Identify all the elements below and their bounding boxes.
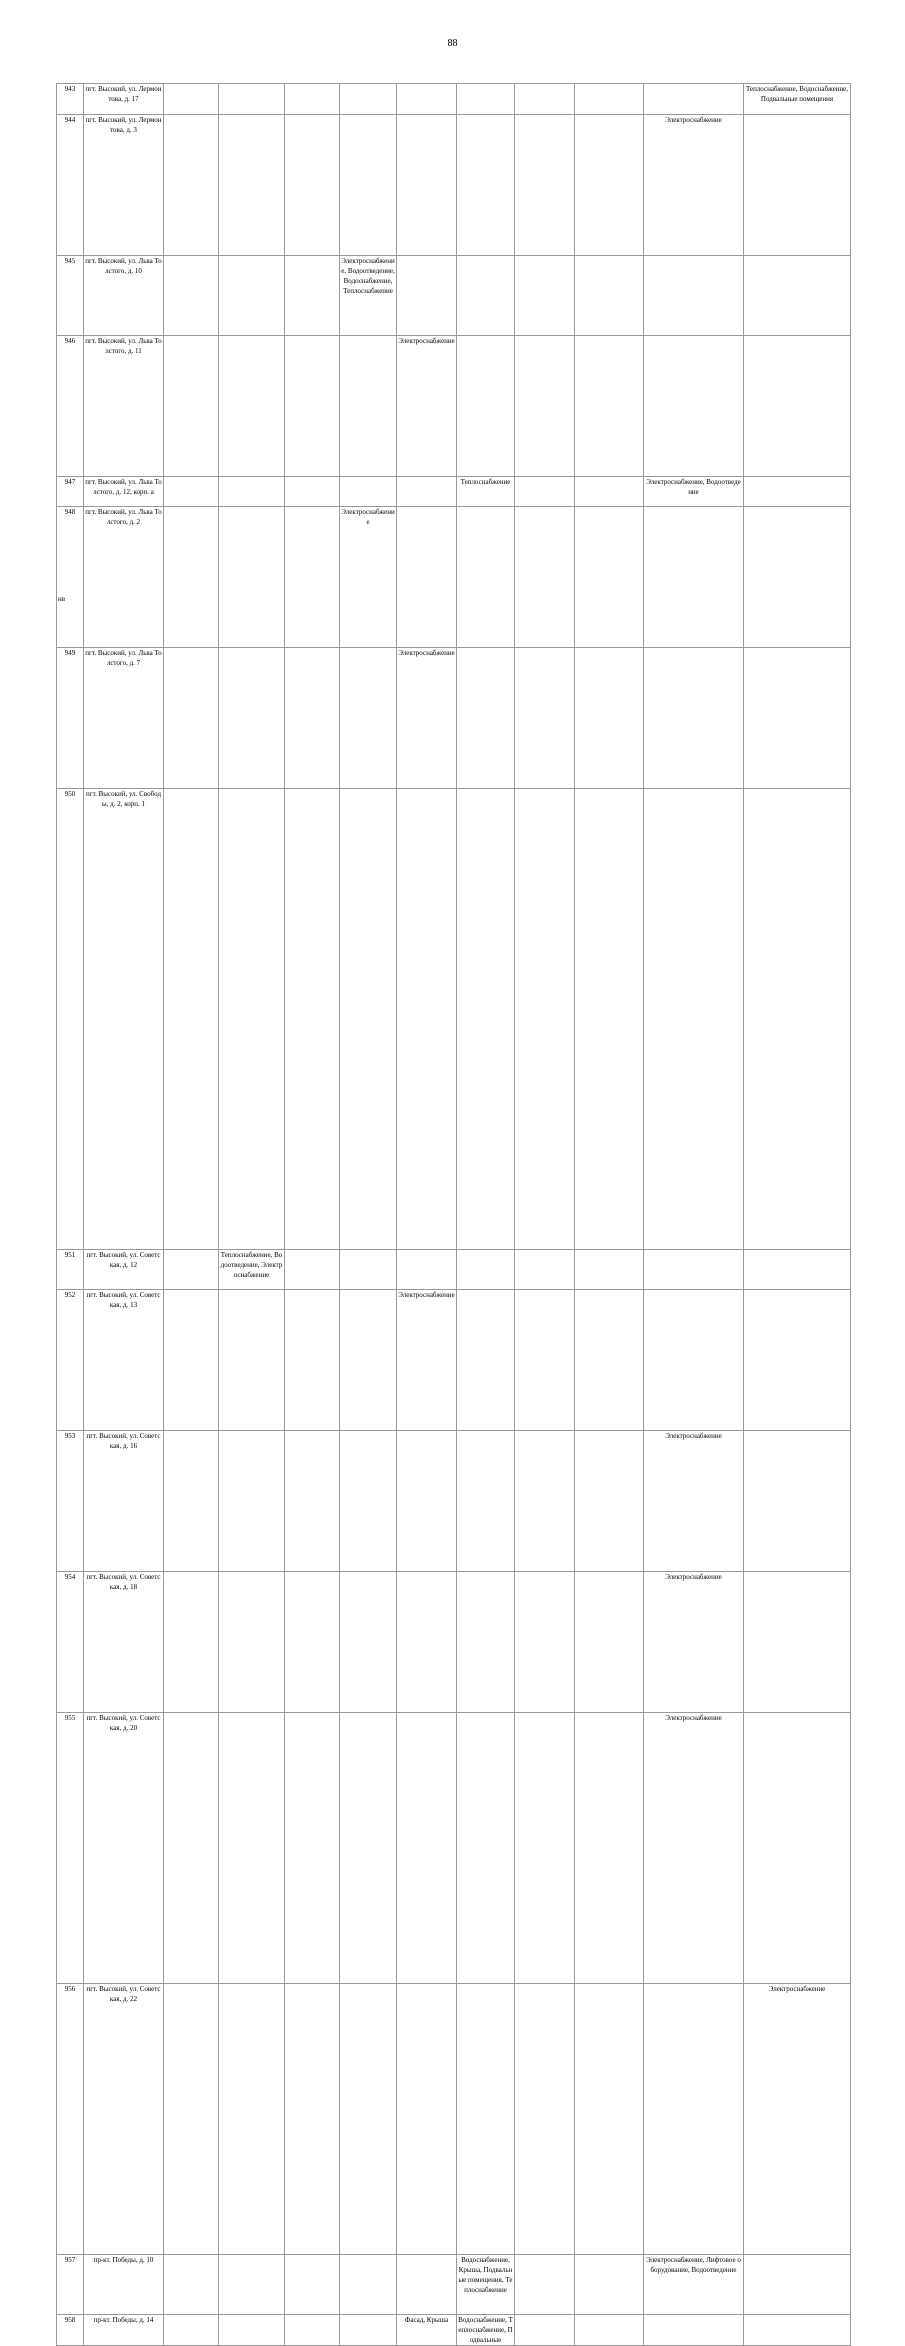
work-cell-col-11: [644, 84, 744, 115]
work-cell-col-7: [397, 1250, 457, 1290]
address-cell: пгт. Высокий, ул. Свободы, д. 2, корп. 1: [84, 789, 164, 1250]
work-cell-col-10: [575, 1713, 644, 1984]
work-cell-col-7: Электроснабжение: [397, 1290, 457, 1431]
table-row: [57, 2315, 851, 2346]
work-cell-col-11: [644, 507, 744, 648]
work-cell-col-4: [219, 789, 285, 1250]
work-cell-col-12: [744, 507, 851, 648]
work-cell-col-5: [285, 1431, 340, 1572]
work-cell-col-7: [397, 1713, 457, 1984]
address-cell: пгт. Высокий, ул. Льва Толстого, д. 2: [84, 507, 164, 648]
page-number: 88: [447, 38, 458, 49]
row-number: 945: [57, 256, 84, 336]
work-cell-col-10: [575, 256, 644, 336]
work-cell-col-8: [457, 1290, 515, 1431]
work-cell-col-3: [164, 84, 219, 115]
work-cell-col-5: [285, 336, 340, 477]
work-cell-col-6: [340, 2255, 397, 2315]
work-cell-col-4: [219, 1984, 285, 2255]
work-cell-col-6: [340, 1290, 397, 1431]
work-cell-col-3: [164, 256, 219, 336]
work-cell-col-9: [515, 477, 575, 507]
table-row: [57, 1713, 851, 1984]
address-cell: пгт. Высокий, ул. Советская, д. 12: [84, 1250, 164, 1290]
row-number: 958: [57, 2315, 84, 2346]
work-cell-col-3: [164, 2255, 219, 2315]
work-cell-col-7: [397, 2255, 457, 2315]
work-cell-col-9: [515, 115, 575, 256]
work-cell-col-5: [285, 477, 340, 507]
work-cell-col-4: [219, 84, 285, 115]
work-cell-col-12: Теплоснабжение, Водоснабжение, Подвальные помещения: [744, 84, 851, 115]
address-cell: пгт. Высокий, ул. Советская, д. 18: [84, 1572, 164, 1713]
work-cell-col-11: Электроснабжение, Водоотведение: [644, 477, 744, 507]
work-cell-col-7: [397, 256, 457, 336]
table-row: [57, 1290, 851, 1431]
work-cell-col-6: [340, 477, 397, 507]
work-cell-col-5: [285, 1250, 340, 1290]
work-cell-col-12: [744, 789, 851, 1250]
work-cell-col-5: [285, 2315, 340, 2346]
work-cell-col-4: [219, 1713, 285, 1984]
work-cell-col-5: [285, 1713, 340, 1984]
work-cell-col-5: [285, 84, 340, 115]
work-cell-col-8: Водоснабжение, Крыша, Подвальные помещения, Теплоснабжение: [457, 2255, 515, 2315]
work-cell-col-7: [397, 1572, 457, 1713]
row-number: 951: [57, 1250, 84, 1290]
table-row: [57, 1984, 851, 2255]
row-number: 952: [57, 1290, 84, 1431]
work-cell-col-12: [744, 256, 851, 336]
work-cell-col-6: [340, 789, 397, 1250]
row-number: 950: [57, 789, 84, 1250]
work-cell-col-8: [457, 336, 515, 477]
work-cell-col-12: [744, 477, 851, 507]
work-cell-col-10: [575, 84, 644, 115]
work-cell-col-10: [575, 2315, 644, 2346]
work-cell-col-6: [340, 2315, 397, 2346]
work-cell-col-5: [285, 507, 340, 648]
row-number: 944: [57, 115, 84, 256]
work-cell-col-5: [285, 256, 340, 336]
address-cell: пгт. Высокий, ул. Льва Толстого, д. 11: [84, 336, 164, 477]
work-cell-col-6: [340, 1431, 397, 1572]
work-cell-col-5: [285, 789, 340, 1250]
work-cell-col-3: [164, 507, 219, 648]
row-number: 948: [57, 507, 84, 648]
work-cell-col-9: [515, 507, 575, 648]
work-cell-col-9: [515, 336, 575, 477]
work-cell-col-8: [457, 1250, 515, 1290]
work-cell-col-10: [575, 789, 644, 1250]
work-cell-col-11: [644, 1290, 744, 1431]
work-cell-col-6: Электроснабжение, Водоотведение, Водоснабжение, Теплоснабжение: [340, 256, 397, 336]
work-cell-col-4: [219, 2315, 285, 2346]
address-cell: пгт. Высокий, ул. Лермонтова, д. 17: [84, 84, 164, 115]
work-cell-col-9: [515, 1290, 575, 1431]
work-cell-col-5: [285, 1572, 340, 1713]
work-cell-col-3: [164, 115, 219, 256]
work-cell-col-11: [644, 2315, 744, 2346]
work-cell-col-10: [575, 115, 644, 256]
table-row: [57, 115, 851, 256]
work-cell-col-8: [457, 1984, 515, 2255]
work-cell-col-10: [575, 648, 644, 789]
work-cell-col-6: [340, 115, 397, 256]
row-number: 956: [57, 1984, 84, 2255]
work-cell-col-3: [164, 1984, 219, 2255]
work-cell-col-8: [457, 256, 515, 336]
work-cell-col-12: [744, 648, 851, 789]
work-cell-col-6: [340, 1984, 397, 2255]
work-cell-col-3: [164, 648, 219, 789]
work-cell-col-11: Электроснабжение, Лифтовое оборудование, Водоотведение: [644, 2255, 744, 2315]
work-cell-col-9: [515, 2315, 575, 2346]
row-number: 947: [57, 477, 84, 507]
work-cell-col-3: [164, 336, 219, 477]
work-cell-col-4: [219, 256, 285, 336]
work-cell-col-11: [644, 1984, 744, 2255]
work-cell-col-11: Электроснабжение: [644, 115, 744, 256]
work-cell-col-6: [340, 1713, 397, 1984]
work-cell-col-9: [515, 1713, 575, 1984]
work-cell-col-12: [744, 336, 851, 477]
work-cell-col-8: [457, 789, 515, 1250]
work-cell-col-8: [457, 1431, 515, 1572]
table-row: [57, 648, 851, 789]
table-row: [57, 1572, 851, 1713]
work-cell-col-6: [340, 84, 397, 115]
work-cell-col-9: [515, 1250, 575, 1290]
work-cell-col-10: [575, 1431, 644, 1572]
work-cell-col-8: Водоснабжение, Теплоснабжение, Подвальные: [458, 2316, 513, 2344]
address-cell: пгт. Высокий, ул. Советская, д. 22: [84, 1984, 164, 2255]
work-cell-col-7: Электроснабжение: [397, 648, 457, 789]
work-cell-col-9: [515, 789, 575, 1250]
work-cell-col-6: [340, 1250, 397, 1290]
work-cell-col-10: [575, 1572, 644, 1713]
work-cell-col-8: [457, 1572, 515, 1713]
work-cell-col-11: [644, 256, 744, 336]
work-cell-col-12: [744, 1713, 851, 1984]
table-row: [57, 84, 851, 115]
work-cell-col-4: [219, 336, 285, 477]
footer-mark: нв: [58, 595, 66, 603]
work-cell-col-3: [164, 789, 219, 1250]
work-cell-col-4: [219, 477, 285, 507]
row-number: 953: [57, 1431, 84, 1572]
work-cell-col-12: [744, 1250, 851, 1290]
work-cell-col-4: [219, 648, 285, 789]
work-cell-col-5: [285, 2255, 340, 2315]
work-cell-col-9: [515, 256, 575, 336]
work-cell-col-8: [457, 648, 515, 789]
work-cell-col-9: [515, 2255, 575, 2315]
work-cell-col-3: [164, 1250, 219, 1290]
address-cell: пгт. Высокий, ул. Льва Толстого, д. 7: [84, 648, 164, 789]
work-cell-col-9: [515, 1431, 575, 1572]
work-cell-col-9: [515, 1572, 575, 1713]
work-cell-col-8: [457, 115, 515, 256]
work-cell-col-11: Электроснабжение: [644, 1572, 744, 1713]
table-row: [57, 256, 851, 336]
address-cell: пгт. Высокий, ул. Льва Толстого, д. 10: [84, 256, 164, 336]
table-row: [57, 336, 851, 477]
address-cell: пгт. Высокий, ул. Лермонтова, д. 3: [84, 115, 164, 256]
work-cell-col-12: [744, 1290, 851, 1431]
work-cell-col-7: [397, 507, 457, 648]
work-cell-col-3: [164, 1572, 219, 1713]
work-cell-col-3: [164, 1290, 219, 1431]
address-cell: пгт. Высокий, ул. Советская, д. 16: [84, 1431, 164, 1572]
row-number: 949: [57, 648, 84, 789]
work-cell-col-12: [744, 115, 851, 256]
work-cell-col-9: [515, 1984, 575, 2255]
work-cell-col-12: [744, 2255, 851, 2315]
work-cell-col-10: [575, 477, 644, 507]
table-row: [57, 2255, 851, 2315]
work-cell-col-4: [219, 507, 285, 648]
work-cell-col-6: [340, 1572, 397, 1713]
work-cell-col-11: Электроснабжение: [644, 1713, 744, 1984]
work-cell-col-10: [575, 336, 644, 477]
work-cell-col-12: Электроснабжение: [744, 1984, 851, 2255]
work-cell-col-11: [644, 1250, 744, 1290]
work-cell-col-4: Теплоснабжение, Водоотведение, Электроснабжение: [219, 1250, 285, 1290]
work-cell-col-8: Теплоснабжение: [457, 477, 515, 507]
work-cell-col-11: [644, 648, 744, 789]
work-cell-col-9: [515, 84, 575, 115]
table-row: [57, 1431, 851, 1572]
work-cell-col-5: [285, 115, 340, 256]
works-table: [56, 83, 851, 2346]
work-cell-col-11: Электроснабжение: [644, 1431, 744, 1572]
row-number: 943: [57, 84, 84, 115]
work-cell-col-4: [219, 1431, 285, 1572]
address-cell: пгт. Высокий, ул. Советская, д. 20: [84, 1713, 164, 1984]
work-cell-col-3: [164, 1431, 219, 1572]
row-number: 955: [57, 1713, 84, 1984]
work-cell-col-10: [575, 1984, 644, 2255]
work-cell-col-5: [285, 1290, 340, 1431]
table-row: [57, 507, 851, 648]
address-cell: пгт. Высокий, ул. Советская, д. 13: [84, 1290, 164, 1431]
work-cell-col-10: [575, 1250, 644, 1290]
work-cell-col-7: [397, 1984, 457, 2255]
table-row: [57, 1250, 851, 1290]
work-cell-col-12: [744, 1572, 851, 1713]
work-cell-col-4: [219, 1290, 285, 1431]
work-cell-col-5: [285, 648, 340, 789]
address-cell: пр-кт. Победы, д. 14: [84, 2315, 164, 2346]
work-cell-col-7: [397, 115, 457, 256]
work-cell-col-10: [575, 507, 644, 648]
work-cell-col-6: [340, 648, 397, 789]
work-cell-col-8: [457, 84, 515, 115]
work-cell-col-4: [219, 115, 285, 256]
work-cell-col-7: Электроснабжение: [397, 336, 457, 477]
work-cell-col-7: [397, 1431, 457, 1572]
work-cell-col-10: [575, 1290, 644, 1431]
work-cell-col-9: [515, 648, 575, 789]
work-cell-col-3: [164, 477, 219, 507]
table-body: [57, 84, 851, 2346]
work-cell-col-8: [457, 1713, 515, 1984]
work-cell-col-3: [164, 1713, 219, 1984]
work-cell-col-6: Электроснабжение: [340, 507, 397, 648]
work-cell-col-11: [644, 789, 744, 1250]
work-cell-col-10: [575, 2255, 644, 2315]
work-cell-col-11: [644, 336, 744, 477]
work-cell-col-4: [219, 1572, 285, 1713]
address-cell: пр-кт. Победы, д. 10: [84, 2255, 164, 2315]
work-cell-col-7: [397, 477, 457, 507]
work-cell-col-12: [744, 1431, 851, 1572]
work-cell-col-7: Фасад, Крыша: [397, 2315, 457, 2346]
work-cell-col-6: [340, 336, 397, 477]
table-row: [57, 477, 851, 507]
work-cell-col-7: [397, 84, 457, 115]
work-cell-col-8: [457, 507, 515, 648]
work-cell-col-12: [744, 2315, 851, 2346]
row-number: 954: [57, 1572, 84, 1713]
work-cell-col-5: [285, 1984, 340, 2255]
work-cell-col-7: [397, 789, 457, 1250]
row-number: 957: [57, 2255, 84, 2315]
work-cell-col-3: [164, 2315, 219, 2346]
work-cell-col-4: [219, 2255, 285, 2315]
address-cell: пгт. Высокий, ул. Льва Толстого, д. 12, корп. а: [84, 477, 164, 507]
row-number: 946: [57, 336, 84, 477]
table-row: [57, 789, 851, 1250]
